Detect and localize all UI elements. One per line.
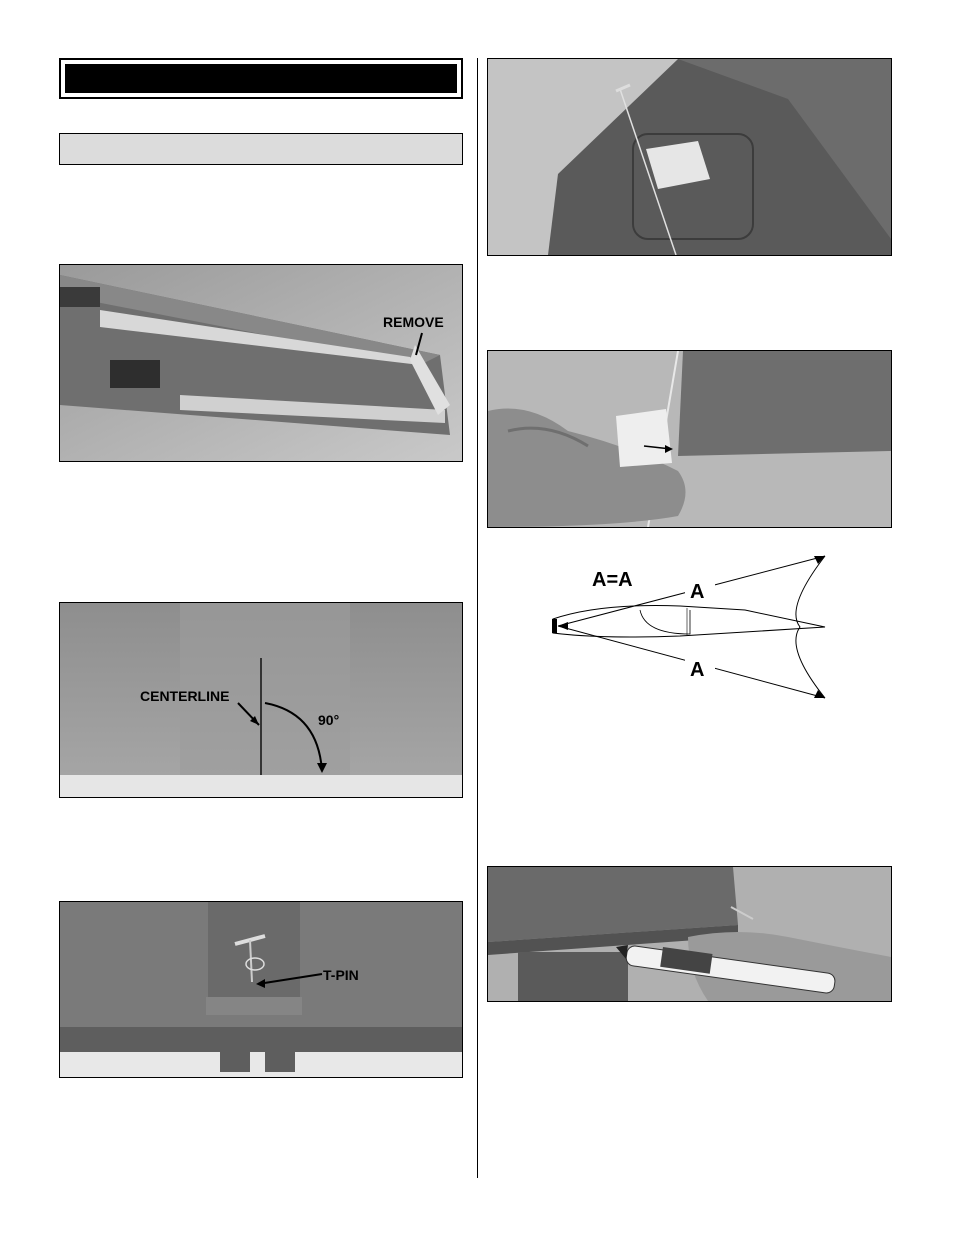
photo-tpin [59,901,463,1078]
lower-a-label: A [690,659,705,681]
photo-string-fuselage [487,58,892,256]
remove-callout: REMOVE [383,314,444,330]
subsection-header-bar [59,133,463,165]
photo-remove-stab-slot [59,264,463,462]
column-divider [477,58,478,1178]
equation-label: A=A [592,569,633,591]
tpin-callout: T-PIN [323,967,359,983]
angle-label: 90° [318,712,340,728]
photo-centerline [59,602,463,798]
photo-marker-outline [487,866,892,1002]
photo-tape-mark [487,350,892,528]
section-header-bar [59,58,463,99]
alignment-diagram [540,548,840,708]
centerline-callout: CENTERLINE [140,688,230,704]
upper-a-label: A [690,581,705,603]
